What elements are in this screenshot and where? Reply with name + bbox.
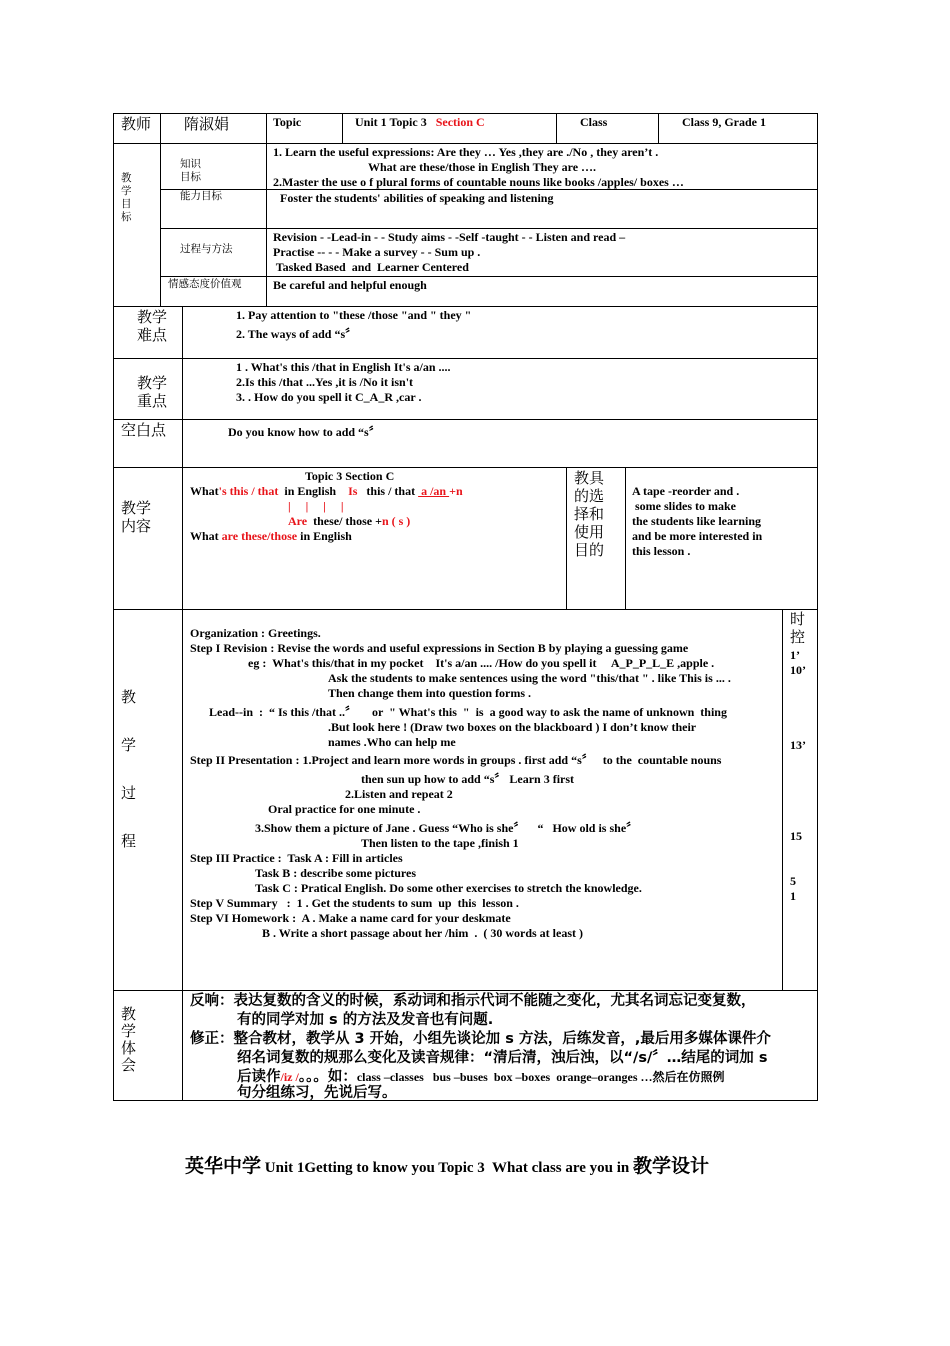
key-point-2: 2.Is this /that ...Yes ,it is /No it isn't (236, 375, 414, 389)
topic-label: Topic (273, 115, 302, 129)
knowledge-line-2: What are these/those in English They are …. (368, 160, 597, 174)
ability-label: 能力目标 (180, 190, 222, 202)
tools-line-5: this lesson . (632, 544, 691, 558)
content-line-2: Are these/ those +n ( s ) (288, 514, 411, 528)
process-line-14: Then listen to the tape ,finish 1 (361, 836, 519, 850)
process-line-7: .But look here ! (Draw two boxes on the blackboard ) I don’t know their (328, 720, 697, 734)
difficulty-line-2: 2. The ways of add “s〞 (236, 327, 358, 341)
time-2: 10’ (790, 663, 806, 677)
reflection-line-6: 句分组练习，先说后写。 (237, 1085, 397, 1101)
reflection-line-2: 有的同学对加 s 的方法及发音也有问题. (237, 1012, 494, 1028)
content-heading: Topic 3 Section C (305, 469, 395, 483)
reflection-label: 教 学 体 会 (121, 1005, 137, 1074)
process-method-line-3: Tasked Based and Learner Centered (273, 260, 469, 274)
process-label: 教 学 过 程 (121, 688, 137, 850)
content-label: 教学 内容 (121, 499, 152, 535)
key-points-label: 教学 重点 (137, 374, 168, 410)
process-line-6: Lead--in : “ Is this /that ..〞 or " What's this " is a good way to ask the name of unknown thing (209, 705, 727, 719)
teacher-name: 隋淑娟 (184, 115, 230, 133)
emotion-text: Be careful and helpful enough (273, 278, 427, 292)
process-line-13: 3.Show them a picture of Jane . Guess “Who is she〞 “ How old is she〞 (255, 821, 639, 835)
process-line-4: Ask the students to make sentences using the word "this/that " . like This is ... . (328, 671, 731, 685)
emotion-label: 情感态度价值观 (168, 278, 242, 290)
process-line-20: B . Write a short passage about her /him . ( 30 words at least ) (262, 926, 583, 940)
content-bars: | | | | (288, 499, 344, 513)
reflection-line-5: 后读作/iz /。。。如：class –classes bus –buses box –boxes orange–oranges …然后在仿照例 (237, 1069, 725, 1085)
process-line-17: Task C : Pratical English. Do some other exercises to stretch the knowledge. (255, 881, 642, 895)
time-1: 1’ (790, 648, 800, 662)
reflection-line-4: 绍名词复数的规那么变化及读音规律：“清后清，浊后浊，以“/s/〞…结尾的词加 s (237, 1050, 768, 1066)
document-title: 英华中学 Unit 1Getting to know you Topic 3 What class are you in 教学设计 (185, 1155, 710, 1177)
difficulty-label: 教学 难点 (137, 308, 168, 344)
process-line-5: Then change them into question forms . (328, 686, 532, 700)
class-value: Class 9, Grade 1 (682, 115, 766, 129)
time-5: 5 (790, 874, 796, 888)
teacher-label: 教师 (121, 115, 152, 133)
tools-line-3: the students like learning (632, 514, 762, 528)
process-line-1: Organization : Greetings. (190, 626, 321, 640)
process-line-2: Step I Revision : Revise the words and useful expressions in Section B by playing a guessing game (190, 641, 689, 655)
knowledge-line-1: 1. Learn the useful expressions: Are they … Yes ,they are ./No , they aren’t . (273, 145, 659, 159)
content-line-3: What are these/those in English (190, 529, 352, 543)
process-line-19: Step VI Homework : A . Make a name card for your deskmate (190, 911, 511, 925)
process-line-10: then sun up how to add “s〞 Learn 3 first (361, 772, 575, 786)
knowledge-label: 知识 目标 (180, 158, 201, 183)
time-3: 13’ (790, 738, 806, 752)
difficulty-line-1: 1. Pay attention to "these /those "and " they " (236, 308, 472, 322)
blank-label: 空白点 (121, 421, 167, 439)
process-line-16: Task B : describe some pictures (255, 866, 417, 880)
process-line-18: Step V Summary : 1 . Get the students to sum up this lesson . (190, 896, 519, 910)
content-line-1: What's this / that in English Is this / that a /an +n (190, 484, 463, 498)
tools-line-4: and be more interested in (632, 529, 763, 543)
ability-text: Foster the students' abilities of speaking and listening (280, 191, 554, 205)
process-line-15: Step III Practice : Task A : Fill in articles (190, 851, 403, 865)
reflection-line-1: 反响：表达复数的含义的时候，系动词和指示代词不能随之变化，尤其名词忘记变复数， (190, 993, 756, 1009)
tools-line-2: some slides to make (632, 499, 736, 513)
knowledge-line-3: 2.Master the use o f plural forms of countable nouns like books /apples/ boxes … (273, 175, 684, 189)
topic-value: Unit 1 Topic 3 Section C (355, 115, 485, 129)
class-label: Class (580, 115, 608, 129)
tools-line-1: A tape -reorder and . (632, 484, 740, 498)
key-point-3: 3. . How do you spell it C_A_R ,car . (236, 390, 422, 404)
time-4: 15 (790, 829, 802, 843)
process-line-8: names .Who can help me (328, 735, 456, 749)
process-line-11: 2.Listen and repeat 2 (345, 787, 453, 801)
topic-section: Section C (435, 115, 485, 129)
process-method-label: 过程与方法 (180, 243, 233, 255)
tools-label: 教具 的选 择和 使用 目的 (574, 469, 605, 559)
time-6: 1 (790, 889, 796, 903)
goals-side-label: 教学目标 (121, 172, 132, 223)
reflection-line-3: 修正：整合教材，教学从 3 开始，小组先谈论加 s 方法，后练发音，,最后用多媒体课件介 (190, 1031, 771, 1047)
process-line-9: Step II Presentation : 1.Project and learn more words in groups . first add “s〞 to the countable nouns (190, 753, 722, 767)
blank-text: Do you know how to add “s〞 (228, 425, 381, 439)
key-point-1: 1 . What's this /that in English It's a/an .... (236, 360, 451, 374)
process-line-12: Oral practice for one minute . (268, 802, 421, 816)
process-method-line-1: Revision - -Lead-in - - Study aims - -Self -taught - - Listen and read – (273, 230, 626, 244)
time-control-label: 时 控 (790, 610, 806, 646)
process-line-3: eg : What's this/that in my pocket It's a/an .... /How do you spell it A_P_P_L_E ,apple . (248, 656, 715, 670)
process-method-line-2: Practise -- - - Make a survey - - Sum up . (273, 245, 481, 259)
